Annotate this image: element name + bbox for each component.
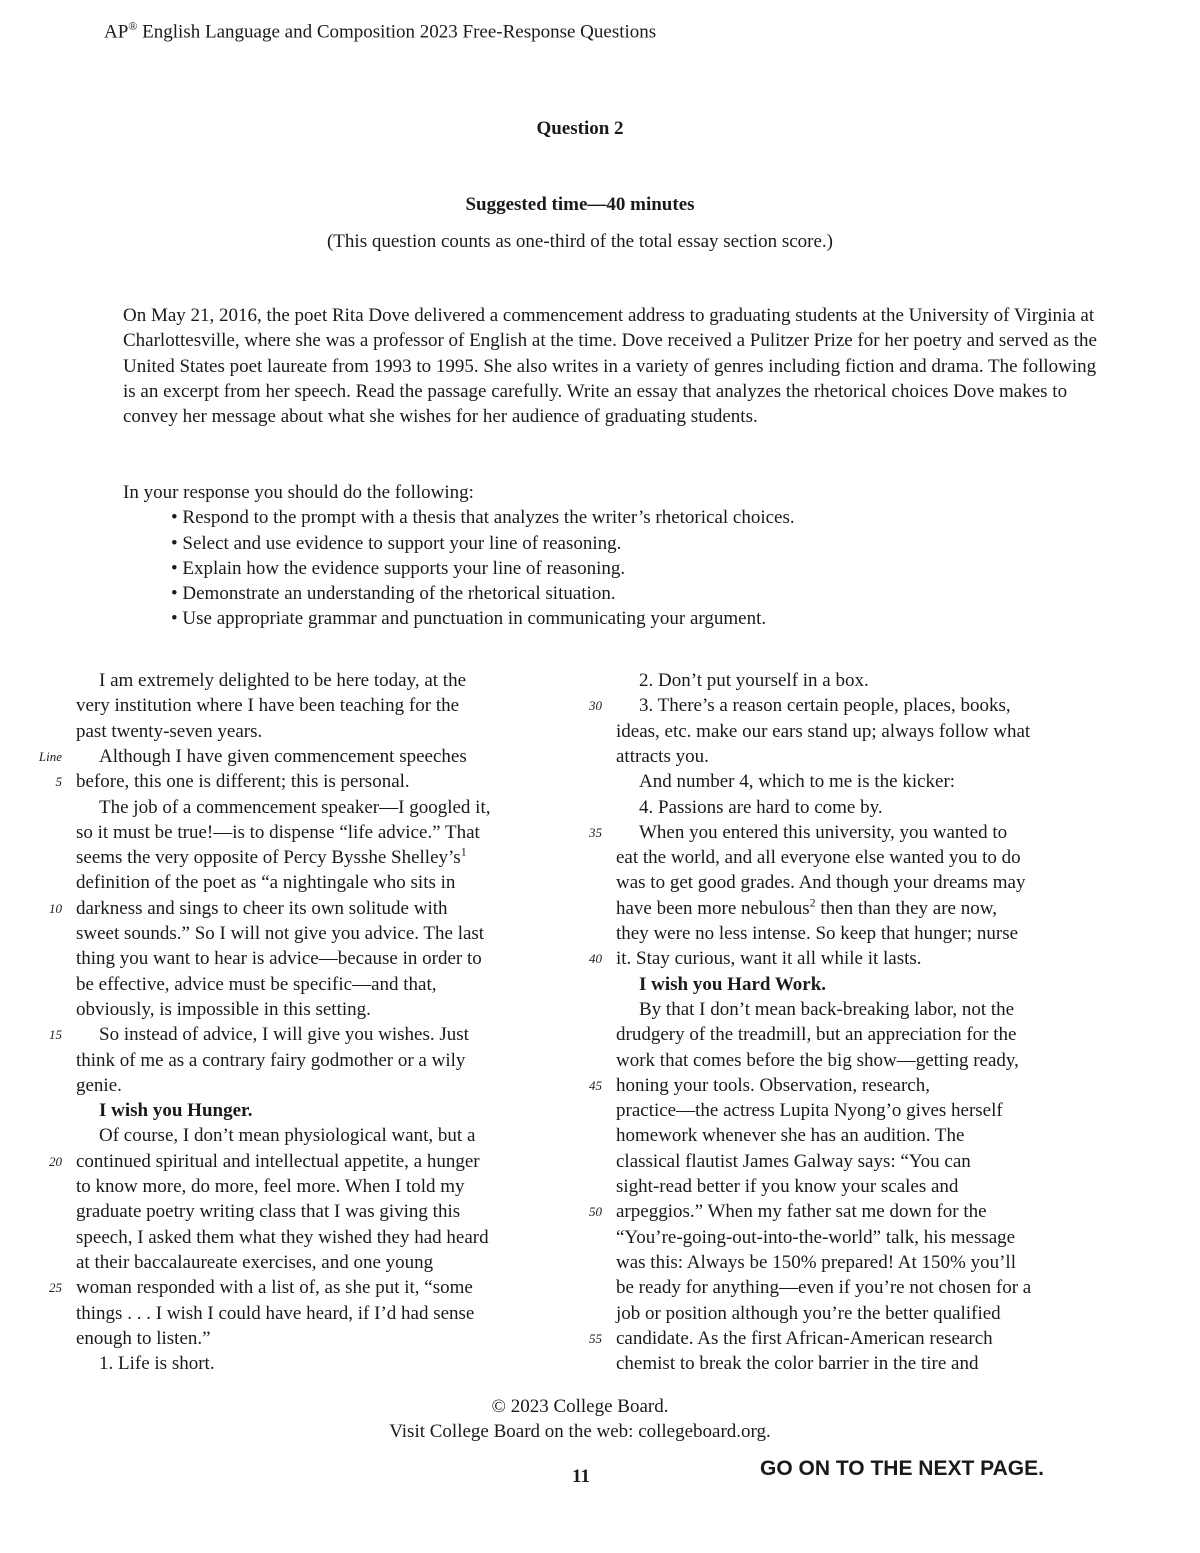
passage-line: it. Stay curious, want it all while it lasts. xyxy=(616,948,922,970)
passage-line: honing your tools. Observation, research, xyxy=(616,1074,930,1096)
passage-line: seems the very opposite of Percy Bysshe $Shelley’s^1$ xyxy=(76,844,467,869)
passage-line: things . . . I wish I could have heard, if I’d had sense xyxy=(76,1302,475,1324)
line-number: 35 xyxy=(589,824,602,840)
passage-line: very institution where I have been teaching for the xyxy=(76,695,460,717)
line-number: 40 xyxy=(589,951,602,967)
passage-line: By that I don’t mean back-breaking labor, not the xyxy=(639,998,1015,1020)
line-number: 15 xyxy=(49,1027,62,1043)
passage-line: ideas, etc. make our ears stand up; always follow what xyxy=(616,720,1031,742)
passage-line: before, this one is different; this is personal. xyxy=(76,771,410,793)
passage-line: sweet sounds.” So I will not give you advice. The last xyxy=(76,923,485,944)
instructions-intro: In your response you should do the following: xyxy=(123,482,474,503)
passage-line: have been more nebulous$^2$ then than they are now, xyxy=(616,895,997,919)
passage-line: speech, I asked them what they wished they had heard xyxy=(76,1226,489,1248)
passage-line: was to get good grades. And though your dreams may xyxy=(616,872,1026,894)
line-number: 25 xyxy=(49,1280,62,1296)
passage-line: darkness and sings to cheer its own solitude with xyxy=(76,897,448,919)
passage-line: “You’re-going-out-into-the-world” talk, his message xyxy=(616,1226,1016,1248)
line-number: 30 xyxy=(589,698,602,714)
passage-line: so it must be true!—is to dispense “life advice.” That xyxy=(76,821,480,843)
line-number: 45 xyxy=(589,1077,602,1093)
passage-line: homework whenever she has an audition. The xyxy=(616,1125,965,1147)
score-weight-note: (This question counts as one-third of the total essay section score.) xyxy=(326,231,833,252)
passage-line: sight-read better if you know your scales and xyxy=(616,1176,959,1197)
passage-line: graduate poetry writing class that I was giving this xyxy=(76,1201,461,1223)
passage-line: So instead of advice, I will give you wishes. Just xyxy=(99,1024,469,1046)
passage-line: genie. xyxy=(76,1074,122,1096)
footnote-marker: 1 xyxy=(460,844,467,859)
line-label: Line xyxy=(38,749,62,764)
passage-line: Of course, I don’t mean physiological want, but a xyxy=(99,1125,476,1147)
passage-line: was this: Always be 150% prepared! At 150% you’ll xyxy=(616,1251,1016,1273)
website-note: Visit College Board on the web: collegeboard.org. xyxy=(389,1421,771,1442)
passage-line: work that comes before the big show—getting ready, xyxy=(616,1049,1019,1071)
passage-line: I wish you Hard Work. xyxy=(639,973,827,995)
passage-line: at their baccalaureate exercises, and one young xyxy=(76,1251,434,1273)
passage-line: I wish you Hunger. xyxy=(99,1100,253,1122)
passage-line: they were no less intense. So keep that hunger; nurse xyxy=(616,923,1019,944)
passage-line: 3. There’s a reason certain people, places, books, xyxy=(639,695,1011,717)
passage-line: be effective, advice must be specific—and that, xyxy=(76,973,437,995)
copyright: © 2023 College Board. xyxy=(491,1396,669,1417)
passage-line: definition of the poet as “a nightingale who sits in xyxy=(76,872,456,894)
footnote-marker: 2 xyxy=(809,895,816,910)
instructions xyxy=(123,480,1103,632)
instructions-list xyxy=(123,505,1103,631)
instruction-item: • Respond to the prompt with a thesis that analyzes the writer’s rhetorical choices. xyxy=(171,505,1103,530)
passage-line: 2. Don’t put yourself in a box. xyxy=(639,670,869,691)
passage-line: thing you want to hear is advice—because in order to xyxy=(76,948,482,970)
passage-line: Although I have given commencement speeches xyxy=(99,745,467,767)
passage-line: chemist to break the color barrier in the tire and xyxy=(616,1353,979,1375)
passage-line: arpeggios.” When my father sat me down for the xyxy=(616,1201,987,1223)
passage-line: think of me as a contrary fairy godmother or a wily xyxy=(76,1049,466,1071)
instruction-item: • Demonstrate an understanding of the rhetorical situation. xyxy=(171,581,1103,606)
passage-line: obviously, is impossible in this setting. xyxy=(76,998,371,1020)
line-number: 55 xyxy=(589,1330,602,1346)
passage-line: practice—the actress Lupita Nyong’o gives herself xyxy=(616,1100,1003,1122)
passage-line: eat the world, and all everyone else wanted you to do xyxy=(616,847,1021,869)
passage-line: candidate. As the first African-American research xyxy=(616,1327,993,1349)
line-number: 10 xyxy=(49,900,62,916)
passage-line: woman responded with a list of, as she put it, “some xyxy=(76,1277,473,1299)
passage-line: enough to listen.” xyxy=(76,1327,211,1349)
passage-line: classical flautist James Galway says: “You can xyxy=(616,1150,971,1172)
passage-line: job or position although you’re the better qualified xyxy=(616,1302,1001,1324)
passage-line: past twenty-seven years. xyxy=(76,720,263,742)
passage-line: 1. Life is short. xyxy=(99,1353,215,1375)
line-number: 50 xyxy=(589,1204,602,1220)
instruction-item: • Select and use evidence to support your line of reasoning. xyxy=(171,531,1103,556)
page-number: 11 xyxy=(572,1466,590,1487)
passage-line: And number 4, which to me is the kicker: xyxy=(639,771,956,793)
question-title: Question 2 xyxy=(536,118,624,139)
page-header: AP® English Language and Composition 2023 Free-Response Questions xyxy=(104,19,657,43)
passage-line: When you entered this university, you wanted to xyxy=(639,821,1008,843)
next-page-note: GO ON TO THE NEXT PAGE. xyxy=(760,1457,1044,1480)
suggested-time: Suggested time—40 minutes xyxy=(465,194,695,215)
instruction-item: • Explain how the evidence supports your line of reasoning. xyxy=(171,556,1103,581)
passage-line: The job of a commencement speaker—I googled it, xyxy=(99,796,491,818)
passage-line: drudgery of the treadmill, but an appreciation for the xyxy=(616,1024,1017,1046)
line-number: 20 xyxy=(49,1153,62,1169)
passage-line: continued spiritual and intellectual appetite, a hunger xyxy=(76,1150,480,1172)
passage-line: 4. Passions are hard to come by. xyxy=(639,796,883,818)
line-number: 5 xyxy=(55,774,62,790)
passage-line: be ready for anything—even if you’re not chosen for a xyxy=(616,1277,1032,1299)
prompt-paragraph: On May 21, 2016, the poet Rita Dove delivered a commencement address to graduating students at the University of Virginia at Charlottesville, where she was a professor of English at the time. Dove received a Pulitzer Prize for her poetry and served as the United States poet laureate from 1993 to 1995. She also writes in a variety of genres including fiction and drama. The following is an excerpt from her speech. Read the passage carefully. Write an essay that analyzes the rhetorical choices Dove makes to convey her message about what she wishes for her audience of graduating students. xyxy=(123,305,1097,428)
passage-line: I am extremely delighted to be here today, at the xyxy=(99,670,467,691)
passage-line: attracts you. xyxy=(616,745,709,767)
passage-line: to know more, do more, feel more. When I told my xyxy=(76,1176,465,1197)
instruction-item: • Use appropriate grammar and punctuation in communicating your argument. xyxy=(171,606,1103,631)
